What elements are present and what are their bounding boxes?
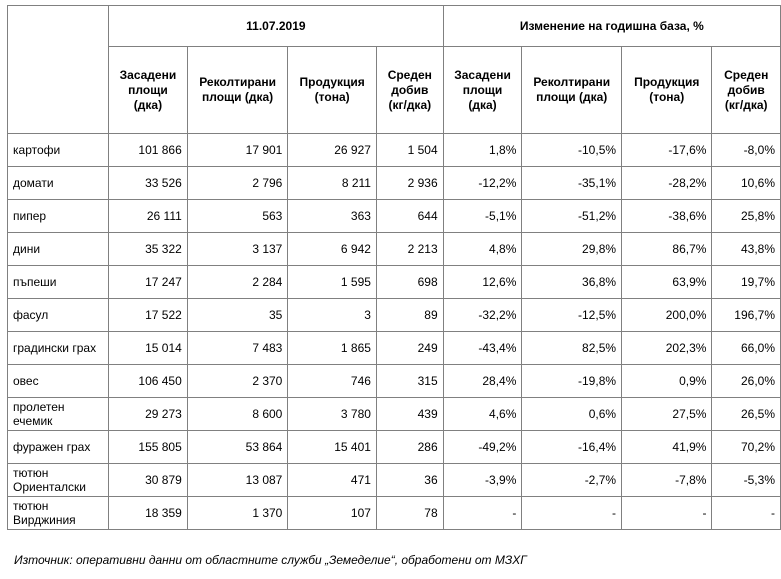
- crop-name-cell: градински грах: [8, 332, 109, 365]
- value-cell: 36: [376, 464, 443, 497]
- value-cell: 2 284: [187, 266, 288, 299]
- column-header: Продукция (тона): [622, 47, 712, 134]
- value-cell: 0,6%: [522, 398, 622, 431]
- value-cell: 3: [288, 299, 377, 332]
- value-cell: -8,0%: [712, 134, 781, 167]
- crop-name-cell: пролетен ечемик: [8, 398, 109, 431]
- table-row: [8, 134, 781, 167]
- crop-name-cell: дини: [8, 233, 109, 266]
- value-cell: 27,5%: [622, 398, 712, 431]
- crop-name-cell: пъпеши: [8, 266, 109, 299]
- value-cell: -19,8%: [522, 365, 622, 398]
- value-cell: 43,8%: [712, 233, 781, 266]
- value-cell: 89: [376, 299, 443, 332]
- value-cell: 8 600: [187, 398, 288, 431]
- crop-name-cell: овес: [8, 365, 109, 398]
- value-cell: -28,2%: [622, 167, 712, 200]
- value-cell: 1 595: [288, 266, 377, 299]
- value-cell: 202,3%: [622, 332, 712, 365]
- crop-name-cell: пипер: [8, 200, 109, 233]
- table-row: [8, 299, 781, 332]
- value-cell: 53 864: [187, 431, 288, 464]
- value-cell: -12,5%: [522, 299, 622, 332]
- value-cell: 82,5%: [522, 332, 622, 365]
- value-cell: 33 526: [109, 167, 188, 200]
- value-cell: 4,8%: [443, 233, 522, 266]
- value-cell: 8 211: [288, 167, 377, 200]
- value-cell: 2 370: [187, 365, 288, 398]
- table-row: [8, 497, 781, 530]
- table-header: [8, 6, 781, 134]
- column-header: Засадени площи (дка): [443, 47, 522, 134]
- column-header: Засадени площи (дка): [109, 47, 188, 134]
- value-cell: -7,8%: [622, 464, 712, 497]
- value-cell: 286: [376, 431, 443, 464]
- value-cell: 3 780: [288, 398, 377, 431]
- value-cell: -32,2%: [443, 299, 522, 332]
- value-cell: -12,2%: [443, 167, 522, 200]
- value-cell: 63,9%: [622, 266, 712, 299]
- value-cell: 107: [288, 497, 377, 530]
- column-header: Среден добив (кг/дка): [376, 47, 443, 134]
- corner-cell: [8, 6, 109, 134]
- table-row: [8, 167, 781, 200]
- crop-name-cell: фасул: [8, 299, 109, 332]
- value-cell: 698: [376, 266, 443, 299]
- value-cell: 12,6%: [443, 266, 522, 299]
- value-cell: -5,1%: [443, 200, 522, 233]
- value-cell: 19,7%: [712, 266, 781, 299]
- source-note: Източник: оперативни данни от областните служби „Земеделие“, обработени от МЗХГ: [14, 553, 527, 567]
- value-cell: 70,2%: [712, 431, 781, 464]
- value-cell: 41,9%: [622, 431, 712, 464]
- value-cell: -17,6%: [622, 134, 712, 167]
- value-cell: 17 247: [109, 266, 188, 299]
- date-group-header: 11.07.2019: [109, 6, 444, 47]
- value-cell: 563: [187, 200, 288, 233]
- value-cell: 36,8%: [522, 266, 622, 299]
- value-cell: -10,5%: [522, 134, 622, 167]
- value-cell: 6 942: [288, 233, 377, 266]
- value-cell: 1 370: [187, 497, 288, 530]
- value-cell: 18 359: [109, 497, 188, 530]
- table-row: [8, 464, 781, 497]
- value-cell: -2,7%: [522, 464, 622, 497]
- value-cell: -: [622, 497, 712, 530]
- value-cell: -43,4%: [443, 332, 522, 365]
- value-cell: 26,0%: [712, 365, 781, 398]
- value-cell: 26,5%: [712, 398, 781, 431]
- value-cell: 1 504: [376, 134, 443, 167]
- value-cell: 78: [376, 497, 443, 530]
- value-cell: 249: [376, 332, 443, 365]
- value-cell: 13 087: [187, 464, 288, 497]
- value-cell: 35 322: [109, 233, 188, 266]
- crop-name-cell: фуражен грах: [8, 431, 109, 464]
- value-cell: 26 111: [109, 200, 188, 233]
- value-cell: 7 483: [187, 332, 288, 365]
- value-cell: 644: [376, 200, 443, 233]
- table-body: [8, 134, 781, 530]
- value-cell: 746: [288, 365, 377, 398]
- value-cell: -: [443, 497, 522, 530]
- value-cell: 155 805: [109, 431, 188, 464]
- value-cell: 200,0%: [622, 299, 712, 332]
- value-cell: -: [522, 497, 622, 530]
- value-cell: 3 137: [187, 233, 288, 266]
- value-cell: -35,1%: [522, 167, 622, 200]
- value-cell: 86,7%: [622, 233, 712, 266]
- value-cell: -38,6%: [622, 200, 712, 233]
- column-header: Продукция (тона): [288, 47, 377, 134]
- change-group-header: Изменение на годишна база, %: [443, 6, 780, 47]
- value-cell: 315: [376, 365, 443, 398]
- table-row: [8, 332, 781, 365]
- value-cell: -16,4%: [522, 431, 622, 464]
- value-cell: 25,8%: [712, 200, 781, 233]
- value-cell: 471: [288, 464, 377, 497]
- data-table: [7, 5, 781, 530]
- table-row: [8, 365, 781, 398]
- value-cell: -: [712, 497, 781, 530]
- value-cell: 101 866: [109, 134, 188, 167]
- value-cell: 10,6%: [712, 167, 781, 200]
- value-cell: 35: [187, 299, 288, 332]
- table-row: [8, 233, 781, 266]
- value-cell: 17 901: [187, 134, 288, 167]
- value-cell: 28,4%: [443, 365, 522, 398]
- crop-name-cell: тютюн Ориенталски: [8, 464, 109, 497]
- value-cell: 2 213: [376, 233, 443, 266]
- value-cell: 363: [288, 200, 377, 233]
- column-header: Реколтирани площи (дка): [522, 47, 622, 134]
- crop-name-cell: картофи: [8, 134, 109, 167]
- table-row: [8, 398, 781, 431]
- column-headers: [8, 47, 781, 134]
- crop-name-cell: тютюн Вирджиния: [8, 497, 109, 530]
- value-cell: 0,9%: [622, 365, 712, 398]
- value-cell: 1,8%: [443, 134, 522, 167]
- value-cell: 439: [376, 398, 443, 431]
- value-cell: 15 014: [109, 332, 188, 365]
- value-cell: -49,2%: [443, 431, 522, 464]
- value-cell: 26 927: [288, 134, 377, 167]
- value-cell: 29 273: [109, 398, 188, 431]
- value-cell: 29,8%: [522, 233, 622, 266]
- table-row: [8, 431, 781, 464]
- table-row: [8, 200, 781, 233]
- value-cell: 106 450: [109, 365, 188, 398]
- column-header: Реколтирани площи (дка): [187, 47, 288, 134]
- value-cell: 66,0%: [712, 332, 781, 365]
- value-cell: 196,7%: [712, 299, 781, 332]
- value-cell: -3,9%: [443, 464, 522, 497]
- value-cell: 1 865: [288, 332, 377, 365]
- column-header: Среден добив (кг/дка): [712, 47, 781, 134]
- value-cell: -51,2%: [522, 200, 622, 233]
- crop-name-cell: домати: [8, 167, 109, 200]
- value-cell: -5,3%: [712, 464, 781, 497]
- value-cell: 4,6%: [443, 398, 522, 431]
- value-cell: 2 796: [187, 167, 288, 200]
- value-cell: 30 879: [109, 464, 188, 497]
- table-row: [8, 266, 781, 299]
- value-cell: 17 522: [109, 299, 188, 332]
- value-cell: 2 936: [376, 167, 443, 200]
- value-cell: 15 401: [288, 431, 377, 464]
